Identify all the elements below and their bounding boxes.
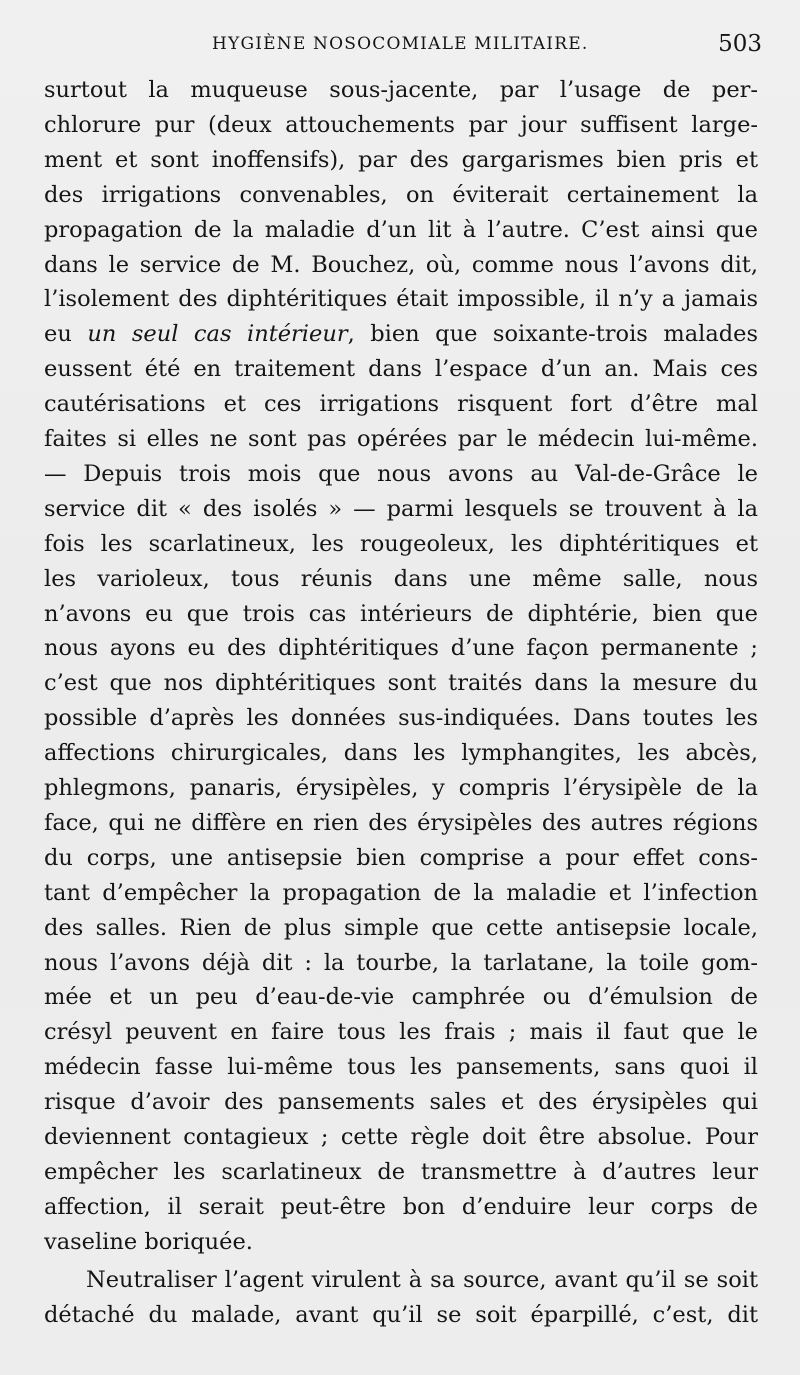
text-line: affection, il serait peut-être bon d’enduire leur corps de [44,1193,758,1220]
paragraph-end-line: vaseline boriquée. [44,1228,253,1255]
text-line: médecin fasse lui-même tous les pansements, sans quoi il [44,1054,758,1081]
text-line: les varioleux, tous réunis dans une même salle, nous [44,565,758,592]
text-line: risque d’avoir des pansements sales et des érysipèles qui [44,1089,758,1116]
text-line: c’est que nos diphtéritiques sont traités dans la mesure du [44,670,758,697]
text-line: chlorure pur (deux attouchements par jour suffisent large- [44,111,758,138]
text-line: eussent été en traitement dans l’espace d’un an. Mais ces [44,356,758,383]
text-line: surtout la muqueuse sous-jacente, par l’usage de per- [44,77,758,103]
text-line: détaché du malade, avant qu’il se soit éparpillé, c’est, dit [44,1302,758,1328]
text-line: cautérisations et ces irrigations risquent fort d’être mal [44,391,758,418]
text-line: dans le service de M. Bouchez, où, comme nous l’avons dit, [44,251,758,278]
text-line: service dit « des isolés » — parmi lesquels se trouvent à la [44,495,758,522]
text-line: n’avons eu que trois cas intérieurs de diphtérie, bien que [44,600,758,627]
text-line: affections chirurgicales, dans les lymphangites, les abcès, [44,740,758,767]
text-line: faites si elles ne sont pas opérées par le médecin lui-même. [44,426,758,452]
running-head [0,31,800,64]
text-segment: eu [44,321,88,348]
text-line: possible d’après les données sus-indiquées. Dans toutes les [44,705,758,732]
text-line: du corps, une antisepsie bien comprise a pour effet cons- [44,844,758,871]
text-line: tant d’empêcher la propagation de la maladie et l’infection [44,879,758,906]
text-line: phlegmons, panaris, érysipèles, y compris l’érysipèle de la [44,775,758,801]
text-line: mée et un peu d’eau-de-vie camphrée ou d’émulsion de [44,984,758,1011]
text-line-with-italic [44,316,758,352]
text-line: l’isolement des diphtéritiques était impossible, il n’y a jamais [44,286,758,313]
text-line: — Depuis trois mois que nous avons au Val-de-Grâce le [44,460,758,487]
text-segment: , bien que soixante-trois malades [347,321,758,348]
text-line: nous ayons eu des diphtéritiques d’une façon permanente ; [44,635,758,662]
text-line: des salles. Rien de plus simple que cette antisepsie locale, [44,914,758,941]
text-line: deviennent contagieux ; cette règle doit être absolue. Pour [44,1124,758,1150]
running-title: HYGIÈNE NOSOCOMIALE MILITAIRE. [212,34,589,54]
text-line: propagation de la maladie d’un lit à l’autre. C’est ainsi que [44,216,758,243]
text-line: empêcher les scarlatineux de transmettre à d’autres leur [44,1158,758,1185]
text-line: ment et sont inoffensifs), par des gargarismes bien pris et [44,146,758,173]
italic-phrase: un seul cas intérieur [87,321,348,348]
text-line: nous l’avons déjà dit : la tourbe, la tarlatane, la toile gom- [44,949,758,976]
text-line: crésyl peuvent en faire tous les frais ; mais il faut que le [44,1019,758,1046]
text-line: des irrigations convenables, on éviterait certainement la [44,181,758,208]
text-line: fois les scarlatineux, les rougeoleux, les diphtéritiques et [44,530,758,557]
page-number: 503 [718,31,762,57]
paragraph-first-line: Neutraliser l’agent virulent à sa source, avant qu’il se soit [86,1267,758,1293]
text-line: face, qui ne diffère en rien des érysipèles des autres régions [44,809,758,836]
